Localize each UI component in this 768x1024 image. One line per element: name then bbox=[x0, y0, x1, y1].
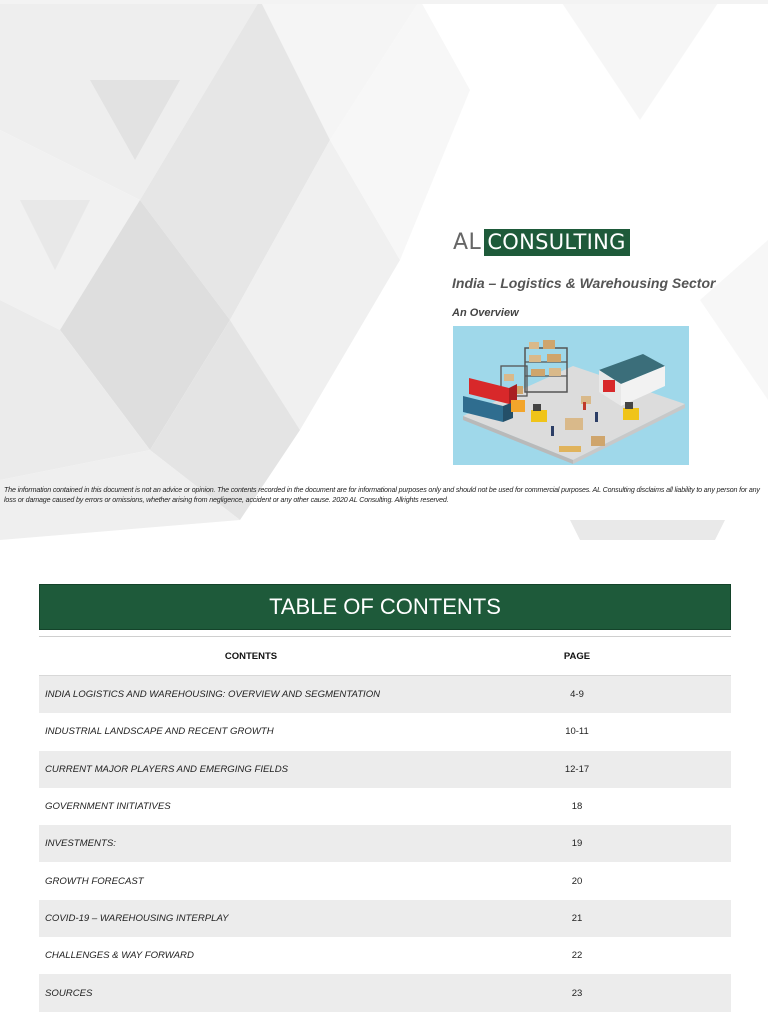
row-page: 20 bbox=[571, 875, 583, 887]
table-of-contents bbox=[39, 584, 731, 1012]
row-title: CHALLENGES & WAY FORWARD bbox=[45, 950, 194, 962]
row-title: INDIA LOGISTICS AND WAREHOUSING: OVERVIEW AND SEGMENTATION bbox=[45, 689, 381, 701]
row-title: SOURCES bbox=[45, 987, 93, 999]
table-row bbox=[39, 937, 731, 974]
toc-heading: TABLE OF CONTENTS bbox=[39, 584, 731, 630]
table-row bbox=[39, 825, 731, 862]
row-title: GROWTH FORECAST bbox=[45, 875, 144, 887]
row-title: INVESTMENTS: bbox=[45, 838, 116, 850]
cover-subtitle: An Overview bbox=[452, 307, 519, 319]
row-title: COVID-19 – WAREHOUSING INTERPLAY bbox=[45, 912, 229, 924]
row-page: 12-17 bbox=[564, 763, 590, 775]
toc-column-headers bbox=[39, 637, 731, 676]
cover-title: India – Logistics & Warehousing Sector bbox=[452, 275, 716, 291]
row-title: INDUSTRIAL LANDSCAPE AND RECENT GROWTH bbox=[45, 726, 274, 738]
table-row bbox=[39, 788, 731, 825]
row-page: 19 bbox=[571, 838, 583, 850]
row-page: 18 bbox=[571, 801, 583, 813]
toc-divider bbox=[39, 630, 731, 637]
row-page: 10-11 bbox=[565, 726, 589, 738]
row-page: 4-9 bbox=[570, 689, 584, 701]
table-row bbox=[39, 713, 731, 750]
table-row bbox=[39, 974, 731, 1011]
disclaimer-text: The information contained in this document is not an advice or opinion. The contents recorded in the document are for informational purposes only and should not be used for commercial purposes. AL Consulting disclaims all liability to any person for any loss or damage caused by errors or omissions, whether arising from negligence, accident or any other cause. 2020 AL Consulting. Allrights reserved. bbox=[4, 486, 760, 504]
table-row bbox=[39, 900, 731, 937]
row-page: 22 bbox=[571, 950, 583, 962]
table-row bbox=[39, 751, 731, 788]
table-row bbox=[39, 676, 731, 713]
row-title: CURRENT MAJOR PLAYERS AND EMERGING FIELDS bbox=[45, 763, 289, 775]
column-header-page: PAGE bbox=[563, 650, 591, 662]
brand-name: CONSULTING bbox=[484, 229, 629, 256]
brand-logo bbox=[453, 229, 630, 256]
table-row bbox=[39, 862, 731, 899]
row-title: GOVERNMENT INITIATIVES bbox=[45, 801, 171, 813]
brand-prefix: AL bbox=[453, 230, 482, 255]
column-header-contents: CONTENTS bbox=[224, 650, 278, 662]
warehouse-illustration bbox=[453, 326, 689, 465]
row-page: 23 bbox=[571, 987, 583, 999]
row-page: 21 bbox=[571, 912, 583, 924]
